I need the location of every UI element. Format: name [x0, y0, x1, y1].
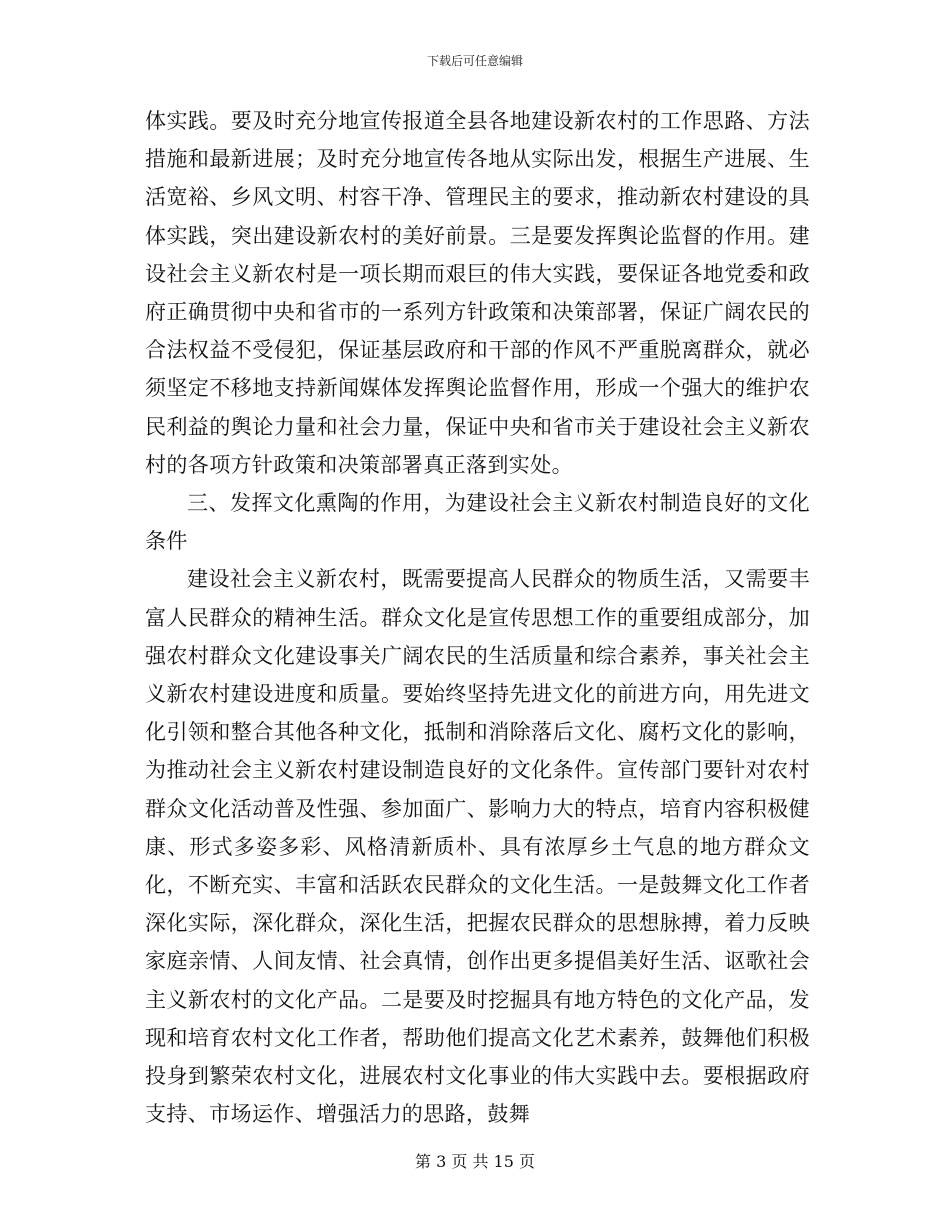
body-paragraph: 体实践。要及时充分地宣传报道全县各地建设新农村的工作思路、方法措施和最新进展；及时充分地宣传各地从实际出发，根据生产进展、生活宽裕、乡风文明、村容干净、管理民主的要求，推动新农村建设的具体实践，突出建设新农村的美好前景。三是要发挥舆论监督的作用。建设社会主义新农村是一项长期而艰巨的伟大实践，要保证各地党委和政府正确贯彻中央和省市的一系列方针政策和决策部署，保证广阔农民的合法权益不受侵犯，保证基层政府和干部的作风不严重脱离群众，就必须坚定不移地支持新闻媒体发挥舆论监督作用，形成一个强大的维护农民利益的舆论力量和社会力量，保证中央和省市关于建设社会主义新农村的各项方针政策和决策部署真正落到实处。	[145, 109, 810, 477]
body-paragraph: 建设社会主义新农村，既需要提高人民群众的物质生活，又需要丰富人民群众的精神生活。群众文化是宣传思想工作的重要组成部分，加强农村群众文化建设事关广阔农民的生活质量和综合素养，事关社会主义新农村建设进度和质量。要始终坚持先进文化的前进方向，用先进文化引领和整合其他各种文化，抵制和消除落后文化、腐朽文化的影响，为推动社会主义新农村建设制造良好的文化条件。宣传部门要针对农村群众文化活动普及性强、参加面广、影响力大的特点，培育内容积极健康、形式多姿多彩、风格清新质朴、具有浓厚乡土气息的地方群众文化，不断充实、丰富和活跃农民群众的文化生活。一是鼓舞文化工作者深化实际，深化群众，深化生活，把握农民群众的思想脉搏，着力反映家庭亲情、人间友情、社会真情，创作出更多提倡美好生活、讴歌社会主义新农村的文化产品。二是要及时挖掘具有地方特色的文化产品，发现和培育农村文化工作者，帮助他们提高文化艺术素养，鼓舞他们积极投身到繁荣农村文化，进展农村文化事业的伟大实践中去。要根据政府支持、市场运作、增强活力的思路，鼓舞	[145, 567, 810, 1127]
page-number-footer: 第 3 页 共 15 页	[415, 1152, 535, 1171]
document-body	[145, 102, 810, 1133]
page-header-note: 下载后可任意编辑	[426, 54, 523, 68]
section-heading: 三、发挥文化熏陶的作用，为建设社会主义新农村制造良好的文化条件	[145, 491, 810, 554]
